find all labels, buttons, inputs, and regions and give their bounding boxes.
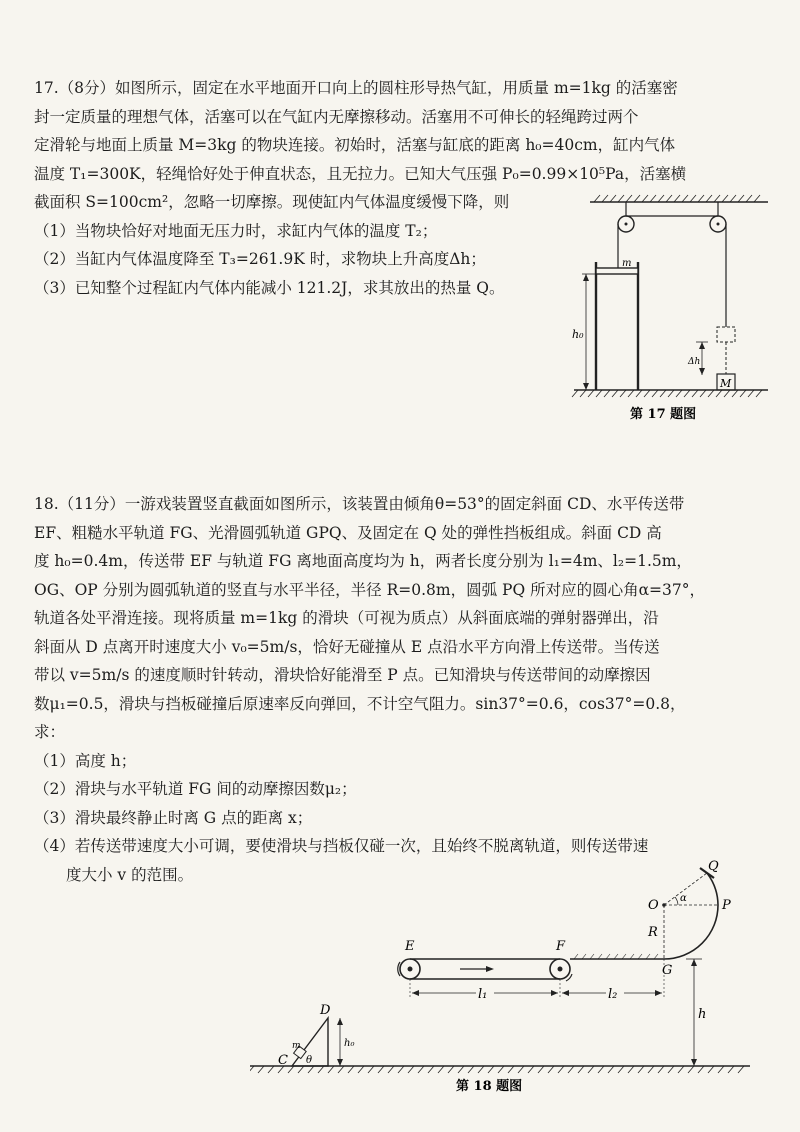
q18-line-9: 求： [34,723,66,741]
arc-GPQ [664,873,718,959]
figure-18 [250,858,750,1098]
label-O: O [648,898,659,913]
q17-sub-2: （2）当缸内气体温度降至 T₃=261.9K 时，求物块上升高度Δh； [34,250,486,268]
label-slider-m: m [292,1041,301,1051]
piston [596,268,638,274]
question-18 [34,490,774,889]
label-P: P [722,898,731,913]
label-theta: θ [306,1055,313,1066]
ground-hatch [572,390,762,397]
q18-line-1: 18.（11分）一游戏装置竖直截面如图所示，该装置由倾角θ=53°的固定斜面 CD、水平传送带 [34,495,685,513]
q17-line-2: 封一定质量的理想气体，活塞可以在气缸内无摩擦移动。活塞用不可伸长的轻绳跨过两个 [34,107,639,126]
label-R: R [648,925,658,940]
q18-line-4: OG、OP 分别为圆弧轨道的竖直与水平半径，半径 R=0.8m，圆弧 PQ 所对应的圆心角α=37°， [34,580,706,599]
q18-sub-2: （2）滑块与水平轨道 FG 间的动摩擦因数μ₂； [34,780,357,798]
q18-line-2: EF、粗糙水平轨道 FG、光滑圆弧轨道 GPQ、及固定在 Q 处的弹性挡板组成。斜面 CD 高 [34,523,662,542]
q17-line-1: 17.（8分）如图所示，固定在水平地面开口向上的圆柱形导热气缸，用质量 m=1kg 的活塞密 [34,79,678,97]
q18-sub-1: （1）高度 h； [34,751,137,770]
q18-line-6: 斜面从 D 点离开时速度大小 v₀=5m/s，恰好无碰撞从 E 点沿水平方向滑上传送带。当传送 [34,637,660,656]
q17-line-5: 截面积 S=100cm²，忽略一切摩擦。现使缸内气体温度缓慢下降，则 [34,193,510,211]
ceiling-hatch [594,195,760,202]
q18-line-5: 轨道各处平滑连接。现将质量 m=1kg 的滑块（可视为质点）从斜面底端的弹射器弹出，沿 [34,609,659,627]
ground-hatch-18 [250,1066,744,1073]
label-h: h [698,1007,707,1022]
label-l2: l₂ [608,987,618,1002]
figure-18-caption: 第 18 题图 [456,1079,523,1094]
label-alpha: α [680,893,687,904]
label-h0: h₀ [572,328,584,341]
label-F: F [556,939,566,954]
q18-sub-4-cont: 度大小 v 的范围。 [66,865,194,884]
q18-sub-4: （4）若传送带速度大小可调，要使滑块与挡板仅碰一次，且始终不脱离轨道，则传送带速 [34,837,649,855]
q17-sub-1: （1）当物块恰好对地面无压力时，求缸内气体的温度 T₂； [34,221,438,240]
block-raised-dashed [717,327,735,342]
label-C: C [278,1053,288,1068]
q18-sub-3: （3）滑块最终静止时离 G 点的距离 x； [34,808,313,827]
q17-line-4: 温度 T₁=300K，轻绳恰好处于伸直状态，且无拉力。已知大气压强 P₀=0.99×10⁵Pa，活塞横 [34,164,687,183]
label-piston-m: m [622,258,632,269]
label-G: G [662,963,673,978]
label-D: D [320,1003,331,1018]
label-dh: Δh [688,357,701,367]
figure-17 [568,190,778,430]
label-h0-18: h₀ [344,1038,355,1049]
label-E: E [405,939,415,954]
q18-line-7: 带以 v=5m/s 的速度顺时针转动，滑块恰好能滑至 P 点。已知滑块与传送带间的动摩擦因 [34,666,651,684]
q18-line-8: 数μ₁=0.5，滑块与挡板碰撞后原速率反向弹回，不计空气阻力。sin37°=0.6，cos37°=0.8， [34,694,686,713]
q18-line-3: 度 h₀=0.4m，传送带 EF 与轨道 FG 离地面高度均为 h，两者长度分别为 l₁=4m、l₂=1.5m， [34,552,692,570]
figure-17-caption: 第 17 题图 [630,407,697,422]
q17-sub-3: （3）已知整个过程缸内气体内能减小 121.2J，求其放出的热量 Q。 [34,278,505,297]
q17-line-3: 定滑轮与地面上质量 M=3kg 的物块连接。初始时，活塞与缸底的距离 h₀=40cm，缸内气体 [34,136,676,154]
label-Q: Q [708,859,719,874]
rotation-arrow-F [566,974,572,981]
label-l1: l₁ [478,987,488,1002]
label-M: M [720,377,732,390]
